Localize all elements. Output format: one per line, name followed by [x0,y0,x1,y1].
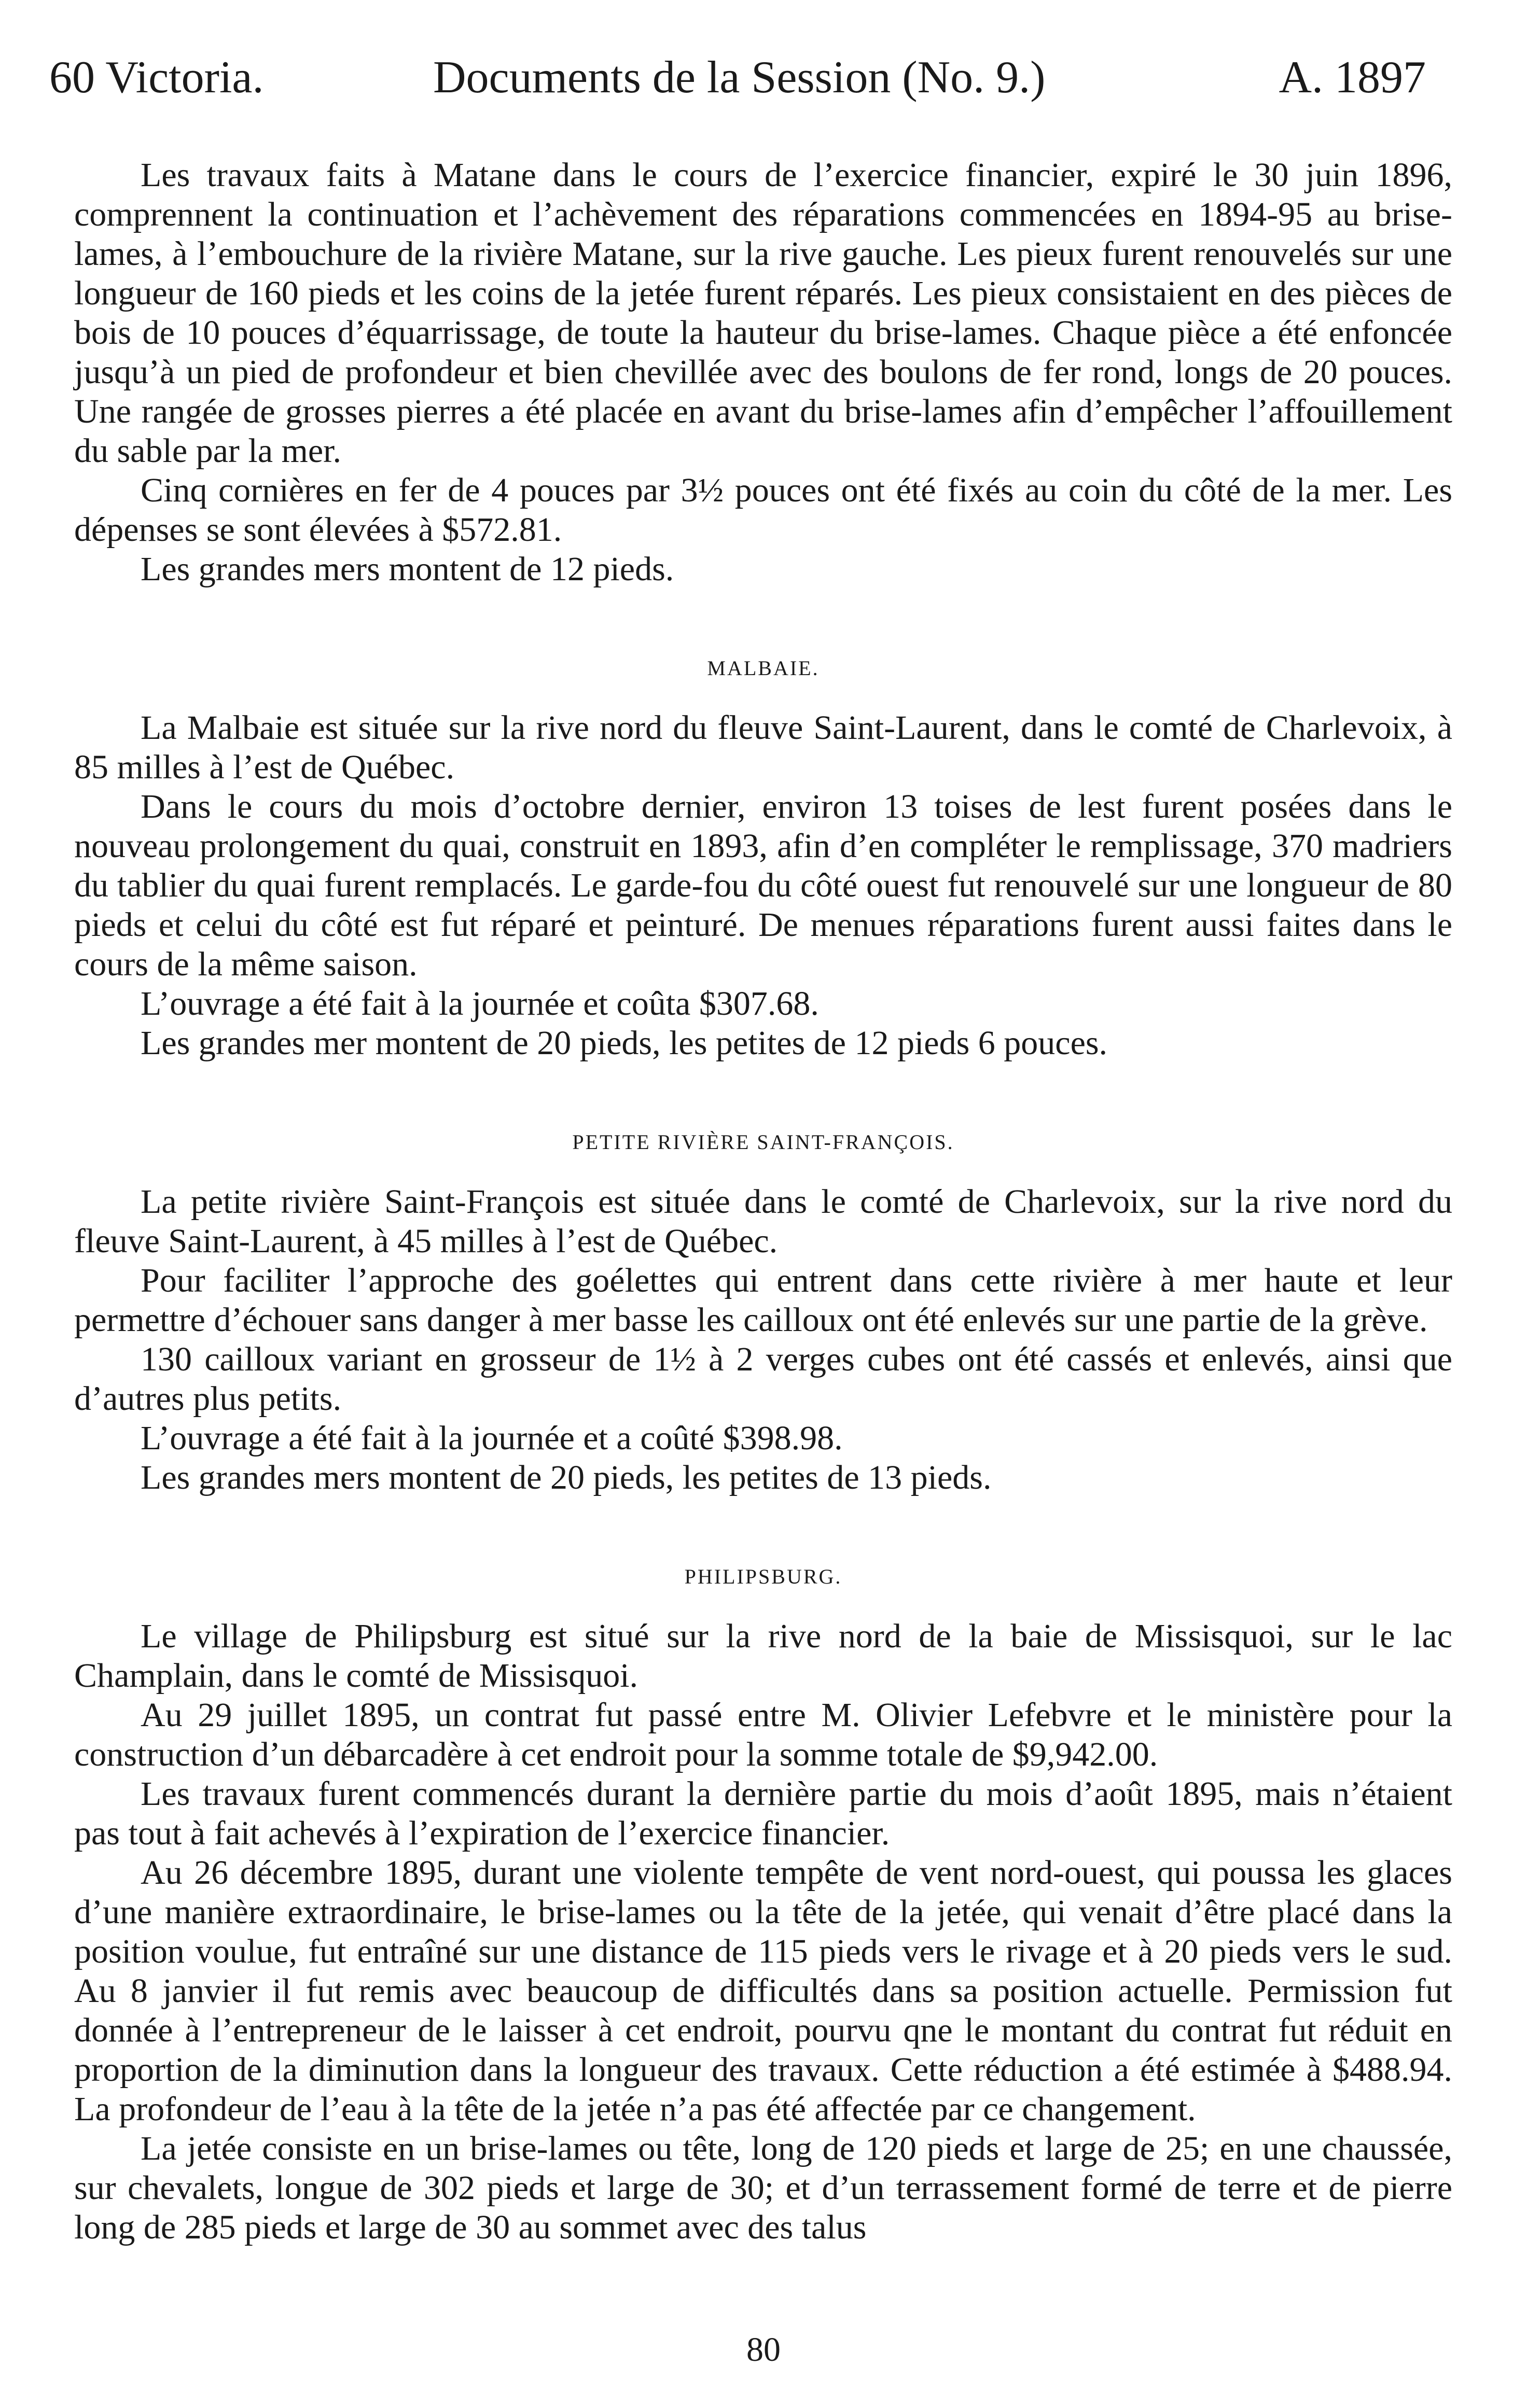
section-heading: MALBAIE. [707,656,820,680]
section-heading: PETITE RIVIÈRE SAINT-FRANÇOIS. [572,1130,954,1154]
paragraph: L’ouvrage a été fait à la journée et a coûté $398.98. [141,1419,843,1457]
paragraph: Au 29 juillet 1895, un contrat fut passé entre M. Olivier Lefebvre et le ministère pour la construction d’un débarcadère à cet endroit pour la somme totale de $9,942.00. [74,1696,1452,1773]
paragraph: Les travaux faits à Matane dans le cours de l’exercice financier, expiré le 30 juin 1896, comprennent la continuation et l’achèvement des réparations commencées en 1894-95 au brise-lames, à l’embouchure de la rivière Matane, sur la rive gauche. Les pieux furent renouvelés sur une longueur de 160 pieds et les coins de la jetée furent réparés. Les pieux consistaient en des pièces de bois de 10 pouces d’équarrissage, de toute la hauteur du brise-lames. Chaque pièce a été enfoncée jusqu’à un pied de profondeur et bien chevillée avec des boulons de fer rond, longs de 20 pouces. Une rangée de grosses pierres a été placée en avant du brise-lames afin d’empêcher l’affouillement du sable par la mer. [74,156,1452,470]
header-document-title: Documents de la Session (No. 9.) [433,52,1046,103]
matane-section [74,156,1452,589]
paragraph: Pour faciliter l’approche des goélettes qui entrent dans cette rivière à mer haute et leur permettre d’échouer sans danger à mer basse les cailloux ont été enlevés sur une partie de la grève. [74,1262,1452,1339]
malbaie-section [74,655,1452,1063]
petite-riviere-section [74,1129,1452,1497]
section-heading: PHILIPSBURG. [684,1565,842,1588]
paragraph: L’ouvrage a été fait à la journée et coûta $307.68. [141,985,819,1023]
page-body [74,156,1452,2247]
paragraph: Les grandes mers montent de 20 pieds, les petites de 13 pieds. [141,1459,992,1496]
paragraph: Les travaux furent commencés durant la dernière partie du mois d’août 1895, mais n’étaient pas tout à fait achevés à l’expiration de l’exercice financier. [74,1775,1452,1852]
header-year: A. 1897 [1279,52,1426,103]
paragraph: 130 cailloux variant en grosseur de 1½ à 2 verges cubes ont été cassés et enlevés, ainsi que d’autres plus petits. [74,1340,1452,1418]
paragraph: La Malbaie est située sur la rive nord du fleuve Saint-Laurent, dans le comté de Charlevoix, à 85 milles à l’est de Québec. [74,709,1452,786]
page-number: 80 [746,2331,781,2369]
paragraph: Au 26 décembre 1895, durant une violente tempête de vent nord-ouest, qui poussa les glaces d’une manière extraordinaire, le brise-lames ou la tête de la jetée, qui venait d’être placé dans la position voulue, fut entraîné sur une distance de 115 pieds vers le rivage et à 20 pieds vers le sud. Au 8 janvier il fut remis avec beaucoup de difficultés dans sa position actuelle. Permission fut donnée à l’entrepreneur de le laisser à cet endroit, pourvu qne le montant du contrat fut réduit en proportion de la diminution dans la longueur des travaux. Cette réduction a été estimée à $488.94. La profondeur de l’eau à la tête de la jetée n’a pas été affectée par ce changement. [74,1854,1452,2128]
header-session-year: 60 Victoria. [49,52,264,103]
paragraph: Les grandes mer montent de 20 pieds, les petites de 12 pieds 6 pouces. [141,1024,1108,1062]
paragraph: Les grandes mers montent de 12 pieds. [141,550,674,588]
philipsburg-section [74,1564,1452,2247]
paragraph: La jetée consiste en un brise-lames ou tête, long de 120 pieds et large de 25; en une chaussée, sur chevalets, longue de 302 pieds et large de 30; et d’un terrassement formé de terre et de pierre long de 285 pieds et large de 30 au sommet avec des talus [74,2130,1452,2246]
paragraph: La petite rivière Saint-François est située dans le comté de Charlevoix, sur la rive nord du fleuve Saint-Laurent, à 45 milles à l’est de Québec. [74,1183,1452,1260]
paragraph: Cinq cornières en fer de 4 pouces par 3½ pouces ont été fixés au coin du côté de la mer. Les dépenses se sont élevées à $572.81. [74,471,1452,549]
paragraph: Dans le cours du mois d’octobre dernier, environ 13 toises de lest furent posées dans le nouveau prolongement du quai, construit en 1893, afin d’en compléter le remplissage, 370 madriers du tablier du quai furent remplacés. Le garde-fou du côté ouest fut renouvelé sur une longueur de 80 pieds et celui du côté est fut réparé et peinturé. De menues réparations furent aussi faites dans le cours de la même saison. [74,788,1452,983]
paragraph: Le village de Philipsburg est situé sur la rive nord de la baie de Missisquoi, sur le lac Champlain, dans le comté de Missisquoi. [74,1617,1452,1695]
